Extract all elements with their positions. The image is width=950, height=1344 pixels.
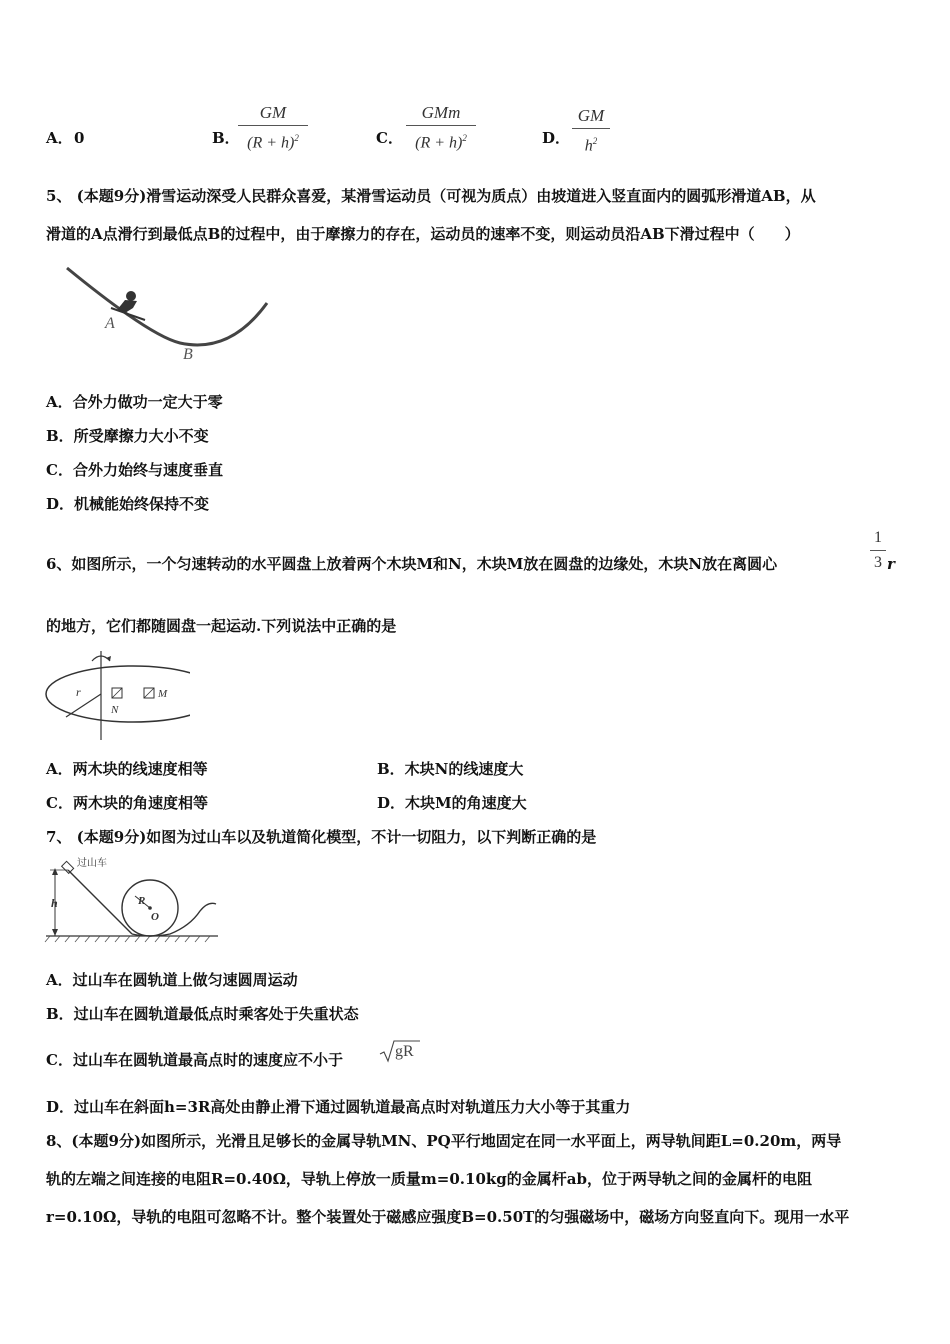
- q4-option-d-exponent: 2: [592, 136, 598, 146]
- q5-stem-line-1: 5、 (本题9分)滑雪运动深受人民群众喜爱，某滑雪运动员（可视为质点）由坡道进入竖直面内的圆弧形滑道AB，从: [46, 187, 816, 205]
- q4-option-b-numerator: GM: [259, 103, 287, 122]
- q7-option-b: B．过山车在圆轨道最低点时乘客处于失重状态: [46, 1005, 359, 1023]
- q4-option-c-label: C．: [376, 129, 403, 147]
- q5-option-a: A．合外力做功一定大于零: [46, 393, 223, 411]
- q6-fraction-variable: r: [887, 555, 895, 573]
- q4-option-d-label: D．: [542, 129, 571, 147]
- q4-option-b-label: B．: [212, 129, 240, 147]
- q7-option-d: D．过山车在斜面h=3R高处由静止滑下通过圆轨道最高点时对轨道压力大小等于其重力: [46, 1098, 631, 1116]
- q7-exit-track: [132, 903, 216, 936]
- q8-stem-line-1: 8、(本题9分)如图所示，光滑且足够长的金属导轨MN、PQ平行地固定在同一水平面上，两导轨间距L=0.20m，两导: [46, 1132, 842, 1150]
- q4-option-d-denominator: h: [584, 137, 593, 155]
- q4-option-c-formula: [406, 103, 476, 153]
- q7-ground: [45, 936, 218, 942]
- q4-option-d-numerator: GM: [577, 106, 605, 125]
- q8-stem-line-2: 轨的左端之间连接的电阻R=0.40Ω，导轨上停放一质量m=0.10kg的金属杆ab，位于两导轨之间的金属杆的电阻: [46, 1170, 812, 1188]
- q4-option-b-exponent: 2: [294, 133, 299, 143]
- q5-option-d: D．机械能始终保持不变: [46, 495, 210, 513]
- q5-label-b: B: [183, 346, 193, 363]
- q4-option-b-formula: [238, 103, 308, 153]
- q5-ski-slope-figure: [55, 258, 285, 368]
- q7-label-r: R: [138, 895, 146, 907]
- q7-stem: 7、 (本题9分)如图为过山车以及轨道简化模型，不计一切阻力，以下判断正确的是: [46, 828, 597, 846]
- q7-option-c: C．过山车在圆轨道最高点时的速度应不小于: [46, 1051, 343, 1069]
- q7-car-icon: [62, 861, 74, 873]
- q6-option-d: D．木块M的角速度大: [377, 794, 527, 812]
- q7-label-car: 过山车: [77, 858, 107, 869]
- q6-stem-line-1: 6、如图所示，一个匀速转动的水平圆盘上放着两个木块M和N，木块M放在圆盘的边缘处，木块N放在离圆心: [46, 555, 778, 573]
- q6-radius-line: [66, 694, 101, 717]
- q6-fraction: [870, 528, 886, 573]
- q7-label-h: h: [51, 896, 58, 910]
- q5-stem-line-2: 滑道的A点滑行到最低点B的过程中，由于摩擦力的存在，运动员的速率不变，则运动员沿AB下滑过程中（ ）: [46, 225, 800, 243]
- q6-option-a: A．两木块的线速度相等: [46, 760, 208, 778]
- q6-label-m: M: [158, 688, 168, 700]
- q4-option-c-numerator: GMm: [421, 103, 461, 122]
- q7-label-o: O: [151, 911, 159, 923]
- q4-option-c-exponent: 2: [462, 133, 467, 143]
- q6-option-c: C．两木块的角速度相等: [46, 794, 208, 812]
- q8-stem-line-3: r=0.10Ω，导轨的电阻可忽略不计。整个装置处于磁感应强度B=0.50T的匀强磁场中，磁场方向竖直向下。现用一水平: [46, 1208, 850, 1226]
- q6-fraction-numerator: 1: [874, 529, 882, 546]
- q4-option-a-label: A．: [46, 129, 73, 147]
- q4-option-b-denominator: (R + h): [247, 134, 295, 152]
- q4-option-d-formula: [572, 106, 610, 156]
- q7-roller-coaster-figure: [40, 856, 225, 946]
- q6-stem-line-2: 的地方，它们都随圆盘一起运动.下列说法中正确的是: [46, 617, 397, 635]
- q7-option-c-formula: gR: [395, 1043, 414, 1060]
- q7-option-a: A．过山车在圆轨道上做匀速圆周运动: [46, 971, 298, 989]
- q4-option-c-denominator: (R + h): [415, 134, 463, 152]
- q6-fraction-denominator: 3: [874, 554, 882, 571]
- q4-option-a-value: 0: [74, 129, 85, 147]
- q6-option-b: B．木块N的线速度大: [377, 760, 524, 778]
- q6-label-n: N: [111, 704, 119, 716]
- q5-option-c: C．合外力始终与速度垂直: [46, 461, 223, 479]
- q5-arc-track: [67, 268, 267, 345]
- q6-label-r: r: [76, 685, 81, 699]
- q6-disk-figure: [40, 645, 190, 745]
- q5-label-a: A: [105, 315, 115, 332]
- q5-option-b: B．所受摩擦力大小不变: [46, 427, 209, 445]
